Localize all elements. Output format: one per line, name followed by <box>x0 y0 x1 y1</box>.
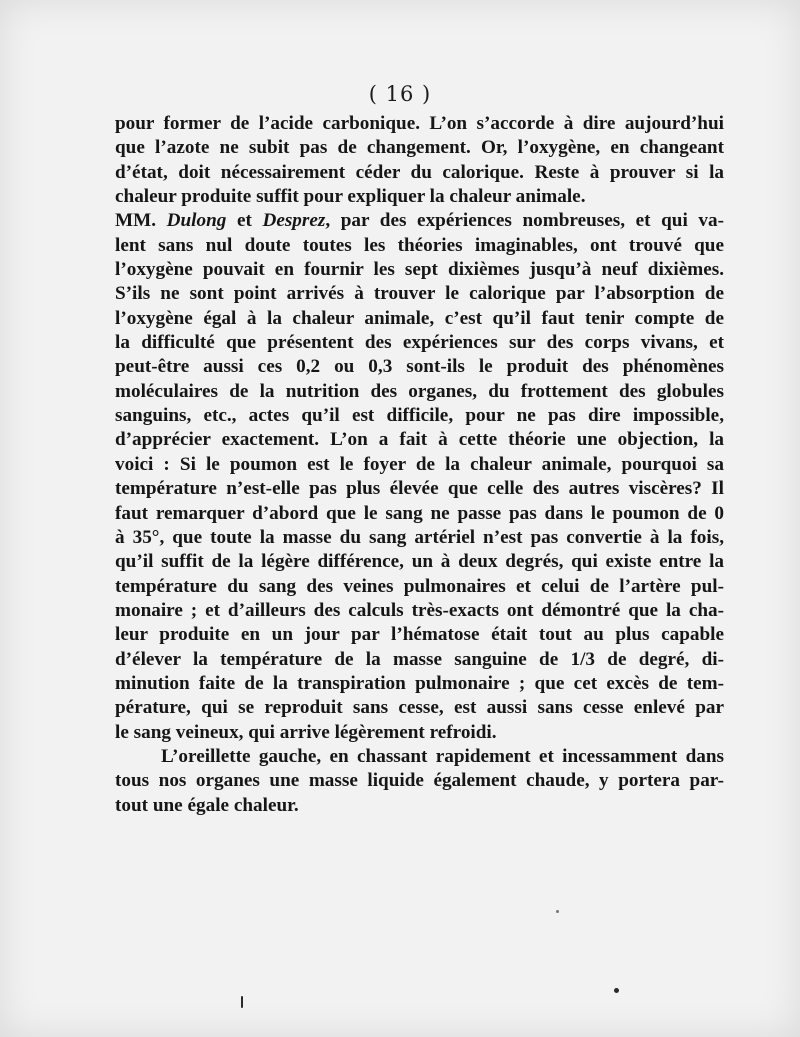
text-line: pérature, qui se reproduit sans cesse, est aussi sans cesse enlevé par <box>115 697 724 719</box>
text-line: minution faite de la transpiration pulmonaire ; que cet excès de tem- <box>115 672 724 694</box>
text-line: tout une égale chaleur. <box>115 794 299 816</box>
text-line: pour former de l’acide carbonique. L’on s’accorde à dire aujourd’hui <box>115 113 724 134</box>
text-line: à 35°, que toute la masse du sang artériel n’est pas convertie à la fois, <box>115 526 724 548</box>
italic-name: Dulong <box>166 210 227 232</box>
page-number: ( 16 ) <box>368 82 432 106</box>
text-line: température du sang des veines pulmonaires et celui de l’artère pul- <box>115 575 724 597</box>
text-line: sanguins, etc., actes qu’il est difficile, pour ne pas dire impossible, <box>115 405 724 427</box>
text-line: d’élever la température de la masse sanguine de 1/3 de degré, di- <box>115 648 724 670</box>
text-line: faut remarquer d’abord que le sang ne passe pas dans le poumon de 0 <box>115 502 724 524</box>
text-line: que l’azote ne subit pas de changement. Or, l’oxygène, en changeant <box>115 137 724 159</box>
text-line: chaleur produite suffit pour expliquer la chaleur animale. <box>115 186 586 208</box>
text-line: d’apprécier exactement. L’on a fait à cette théorie une objection, la <box>115 429 724 451</box>
text-line: lent sans nul doute toutes les théories imaginables, ont trouvé que <box>115 234 724 256</box>
italic-name: Desprez <box>262 210 326 232</box>
text-line: leur produite en un jour par l’hématose était tout au plus capable <box>115 624 724 646</box>
text-line: S’ils ne sont point arrivés à trouver le calorique par l’absorption de <box>115 283 724 305</box>
ink-speck <box>614 988 619 993</box>
text-line: qu’il suffit de la légère différence, un à deux degrés, qui existe entre la <box>115 551 724 573</box>
body-text <box>115 112 724 818</box>
ink-speck <box>556 910 559 913</box>
text-line: moléculaires de la nutrition des organes, du frottement des globules <box>115 380 724 402</box>
text-line: le sang veineux, qui arrive légèrement refroidi. <box>115 721 497 743</box>
text-line: température n’est-elle pas plus élevée que celle des autres viscères? Il <box>115 478 724 500</box>
text-line: l’oxygène égal à la chaleur animale, c’est qu’il faut tenir compte de <box>115 307 724 329</box>
text-line: tous nos organes une masse liquide également chaude, y portera par- <box>115 770 724 792</box>
text-line: monaire ; et d’ailleurs des calculs très-exacts ont démontré que la cha- <box>115 599 724 621</box>
text-line: l’oxygène pouvait en fournir les sept dixièmes jusqu’à neuf dixièmes. <box>115 259 724 281</box>
text-line: la difficulté que présentent des expériences sur des corps vivans, et <box>115 332 724 354</box>
ink-speck <box>241 996 243 1008</box>
text-line: d’état, doit nécessairement céder du calorique. Reste à prouver si la <box>115 161 724 183</box>
text-line: peut-être aussi ces 0,2 ou 0,3 sont-ils le produit des phénomènes <box>115 356 724 378</box>
text-line: MM. Dulong et Desprez, par des expériences nombreuses, et qui va- <box>115 210 724 232</box>
text-line: voici : Si le poumon est le foyer de la chaleur animale, pourquoi sa <box>115 453 724 475</box>
text-line: L’oreillette gauche, en chassant rapidement et incessamment dans <box>161 745 724 767</box>
